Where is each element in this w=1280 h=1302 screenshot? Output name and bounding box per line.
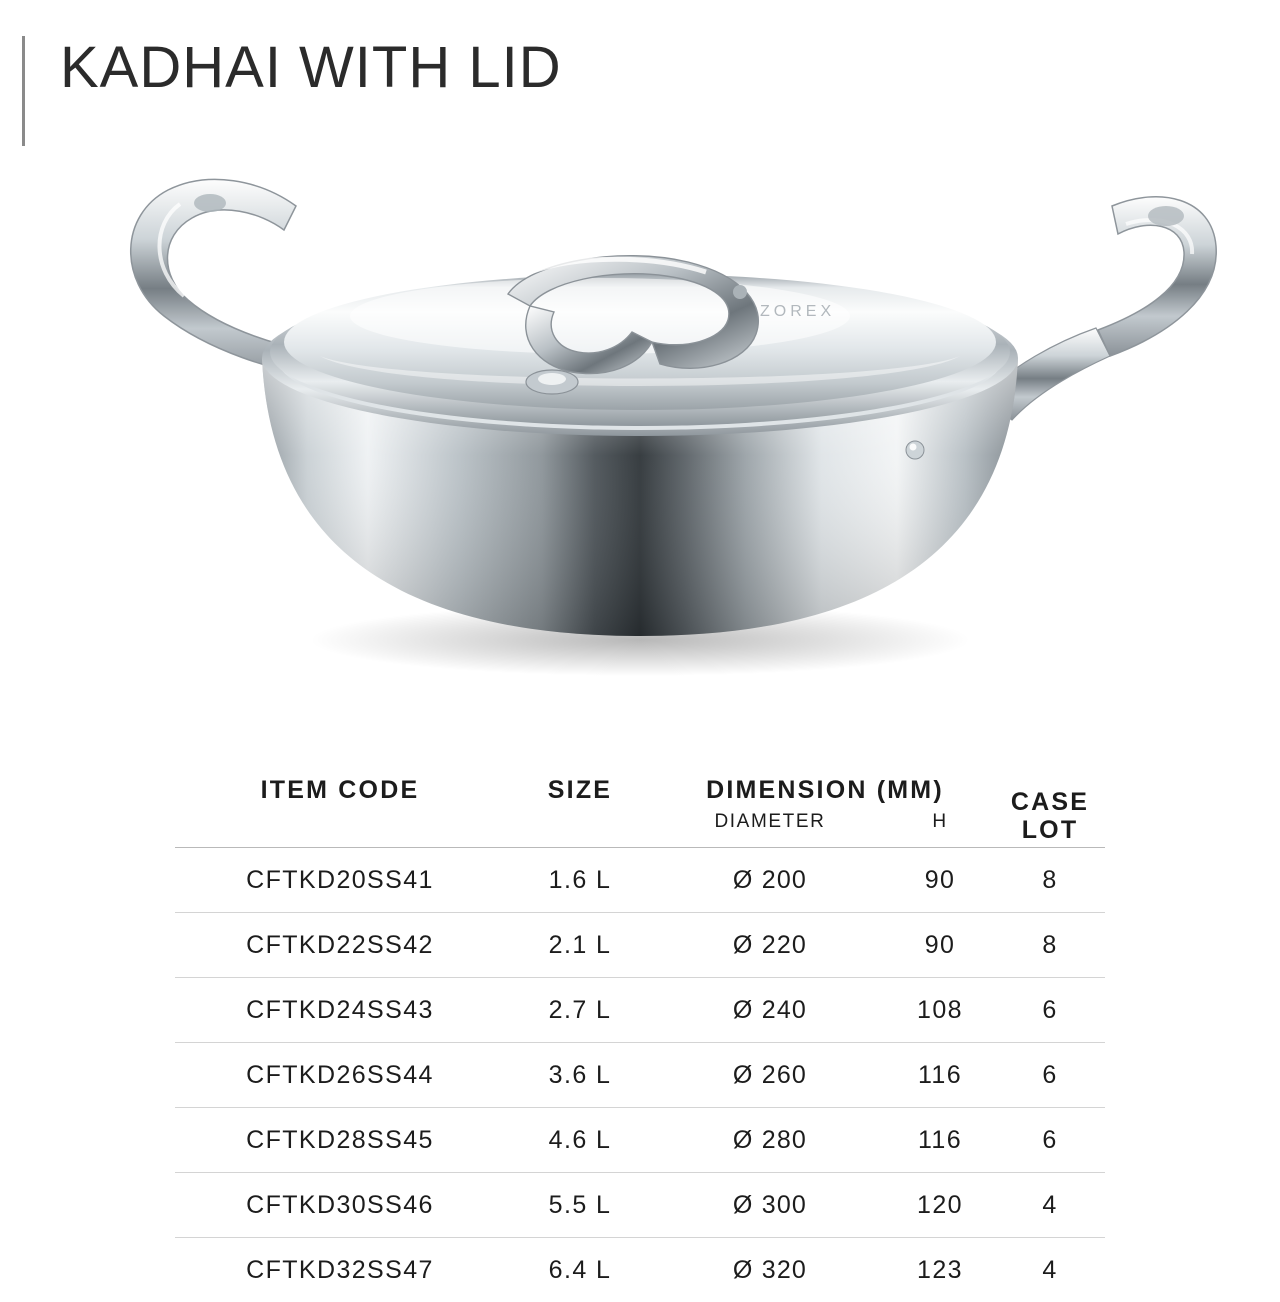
cell-height: 116: [885, 1108, 995, 1173]
cell-size: 3.6 L: [505, 1043, 655, 1108]
cell-height: 123: [885, 1238, 995, 1302]
header-item-code: ITEM CODE: [175, 770, 505, 807]
cell-item-code: CFTKD20SS41: [175, 848, 505, 913]
header-dimension: DIMENSION (MM): [655, 770, 995, 807]
spec-table-container: [0, 770, 1280, 1302]
cell-item-code: CFTKD24SS43: [175, 978, 505, 1043]
cell-item-code: CFTKD22SS42: [175, 913, 505, 978]
table-header-sub-row: [175, 807, 1105, 848]
cell-height: 116: [885, 1043, 995, 1108]
cell-diameter: Ø 200: [655, 848, 885, 913]
cell-case-lot: 4: [995, 1173, 1105, 1238]
table-row: [175, 848, 1105, 913]
header-case-lot: [995, 770, 1105, 848]
spec-table: [175, 770, 1105, 1302]
cell-size: 2.7 L: [505, 978, 655, 1043]
product-image-area: [0, 120, 1280, 730]
page-title: KADHAI WITH LID: [60, 38, 1280, 99]
cell-height: 90: [885, 848, 995, 913]
cell-case-lot: 6: [995, 978, 1105, 1043]
cell-item-code: CFTKD28SS45: [175, 1108, 505, 1173]
kadhai-with-lid-illustration: [60, 120, 1220, 720]
cell-diameter: Ø 300: [655, 1173, 885, 1238]
header-case-lot-line1: CASE: [1011, 788, 1089, 816]
cell-size: 1.6 L: [505, 848, 655, 913]
header-spacer-size: [505, 807, 655, 848]
cell-diameter: Ø 320: [655, 1238, 885, 1302]
cell-height: 108: [885, 978, 995, 1043]
cell-case-lot: 6: [995, 1043, 1105, 1108]
header-size: SIZE: [505, 770, 655, 807]
cell-item-code: CFTKD32SS47: [175, 1238, 505, 1302]
table-row: [175, 1043, 1105, 1108]
cell-height: 90: [885, 913, 995, 978]
cell-size: 2.1 L: [505, 913, 655, 978]
header-spacer-code: [175, 807, 505, 848]
cell-diameter: Ø 220: [655, 913, 885, 978]
table-row: [175, 978, 1105, 1043]
table-row: [175, 1238, 1105, 1302]
cell-case-lot: 4: [995, 1238, 1105, 1302]
cell-diameter: Ø 260: [655, 1043, 885, 1108]
cell-size: 4.6 L: [505, 1108, 655, 1173]
cell-size: 6.4 L: [505, 1238, 655, 1302]
body-rivet: [906, 441, 924, 459]
table-header-main-row: [175, 770, 1105, 807]
cell-diameter: Ø 280: [655, 1108, 885, 1173]
brand-mark: ZOREX: [760, 303, 835, 320]
page-title-block: [0, 0, 1280, 110]
cell-height: 120: [885, 1173, 995, 1238]
table-row: [175, 1173, 1105, 1238]
cell-case-lot: 8: [995, 848, 1105, 913]
cell-diameter: Ø 240: [655, 978, 885, 1043]
header-diameter: DIAMETER: [655, 807, 885, 848]
table-row: [175, 1108, 1105, 1173]
table-body: [175, 848, 1105, 1302]
cell-size: 5.5 L: [505, 1173, 655, 1238]
cell-item-code: CFTKD30SS46: [175, 1173, 505, 1238]
table-row: [175, 913, 1105, 978]
cell-case-lot: 8: [995, 913, 1105, 978]
cell-item-code: CFTKD26SS44: [175, 1043, 505, 1108]
cell-case-lot: 6: [995, 1108, 1105, 1173]
header-height: H: [885, 807, 995, 848]
header-case-lot-line2: LOT: [1022, 816, 1079, 844]
